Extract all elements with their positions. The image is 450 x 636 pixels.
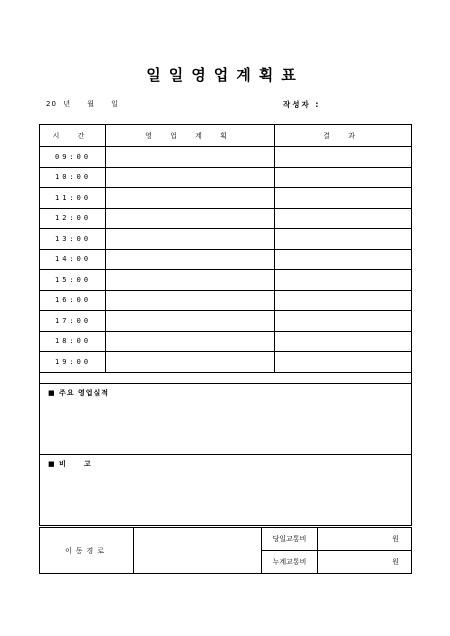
cumulative-fare-label: 누계교통비 — [262, 551, 318, 574]
time-cell: 12:00 — [40, 208, 106, 229]
plan-cell[interactable] — [106, 270, 275, 291]
plan-cell[interactable] — [106, 147, 275, 168]
author-label: 작성자 : — [283, 100, 321, 109]
daily-fare-value[interactable]: 원 — [318, 528, 412, 551]
plan-cell[interactable] — [106, 290, 275, 311]
document-title: 일일영업계획표 — [146, 66, 304, 84]
sales-plan-table — [39, 124, 412, 526]
result-cell[interactable] — [275, 208, 412, 229]
header-time: 시 간 — [40, 125, 106, 147]
result-cell[interactable] — [275, 331, 412, 352]
main-results-section — [40, 383, 412, 454]
time-slot-row — [40, 229, 412, 250]
time-slot-row — [40, 147, 412, 168]
fare-row — [40, 528, 412, 551]
result-cell[interactable] — [275, 188, 412, 209]
spacer-row — [40, 372, 412, 383]
time-cell: 17:00 — [40, 311, 106, 332]
route-input-cell[interactable] — [134, 528, 262, 574]
plan-cell[interactable] — [106, 352, 275, 373]
result-cell[interactable] — [275, 229, 412, 250]
plan-cell[interactable] — [106, 229, 275, 250]
table-header-row — [40, 125, 412, 147]
plan-cell[interactable] — [106, 331, 275, 352]
time-slot-row — [40, 352, 412, 373]
result-cell[interactable] — [275, 311, 412, 332]
spacer-cell — [40, 372, 412, 383]
header-result: 결 과 — [275, 125, 412, 147]
remarks-label: ■ 비 고 — [48, 459, 92, 468]
route-fare-table — [39, 527, 412, 574]
route-label: 이동경로 — [40, 528, 134, 574]
time-cell: 18:00 — [40, 331, 106, 352]
result-cell[interactable] — [275, 249, 412, 270]
time-cell: 11:00 — [40, 188, 106, 209]
time-slot-row — [40, 167, 412, 188]
time-slot-row — [40, 249, 412, 270]
time-cell: 19:00 — [40, 352, 106, 373]
time-slot-row — [40, 290, 412, 311]
time-cell: 16:00 — [40, 290, 106, 311]
result-cell[interactable] — [275, 352, 412, 373]
time-slot-row — [40, 270, 412, 291]
plan-cell[interactable] — [106, 188, 275, 209]
plan-cell[interactable] — [106, 249, 275, 270]
time-cell: 10:00 — [40, 167, 106, 188]
cumulative-fare-value[interactable]: 원 — [318, 551, 412, 574]
header-sales-plan: 영 업 계 획 — [106, 125, 275, 147]
result-cell[interactable] — [275, 290, 412, 311]
main-results-box[interactable] — [40, 383, 412, 454]
plan-cell[interactable] — [106, 311, 275, 332]
time-slot-row — [40, 188, 412, 209]
remarks-box[interactable] — [40, 454, 412, 525]
plan-cell[interactable] — [106, 208, 275, 229]
time-cell: 09:00 — [40, 147, 106, 168]
date-line: 20 년 월 일 — [46, 100, 119, 108]
time-slot-row — [40, 311, 412, 332]
result-cell[interactable] — [275, 167, 412, 188]
result-cell[interactable] — [275, 270, 412, 291]
time-slot-row — [40, 208, 412, 229]
remarks-section — [40, 454, 412, 525]
time-cell: 13:00 — [40, 229, 106, 250]
result-cell[interactable] — [275, 147, 412, 168]
main-results-label: ■ 주요 영업실적 — [48, 388, 110, 397]
daily-fare-label: 당일교통비 — [262, 528, 318, 551]
time-slot-row — [40, 331, 412, 352]
plan-cell[interactable] — [106, 167, 275, 188]
time-cell: 14:00 — [40, 249, 106, 270]
time-cell: 15:00 — [40, 270, 106, 291]
